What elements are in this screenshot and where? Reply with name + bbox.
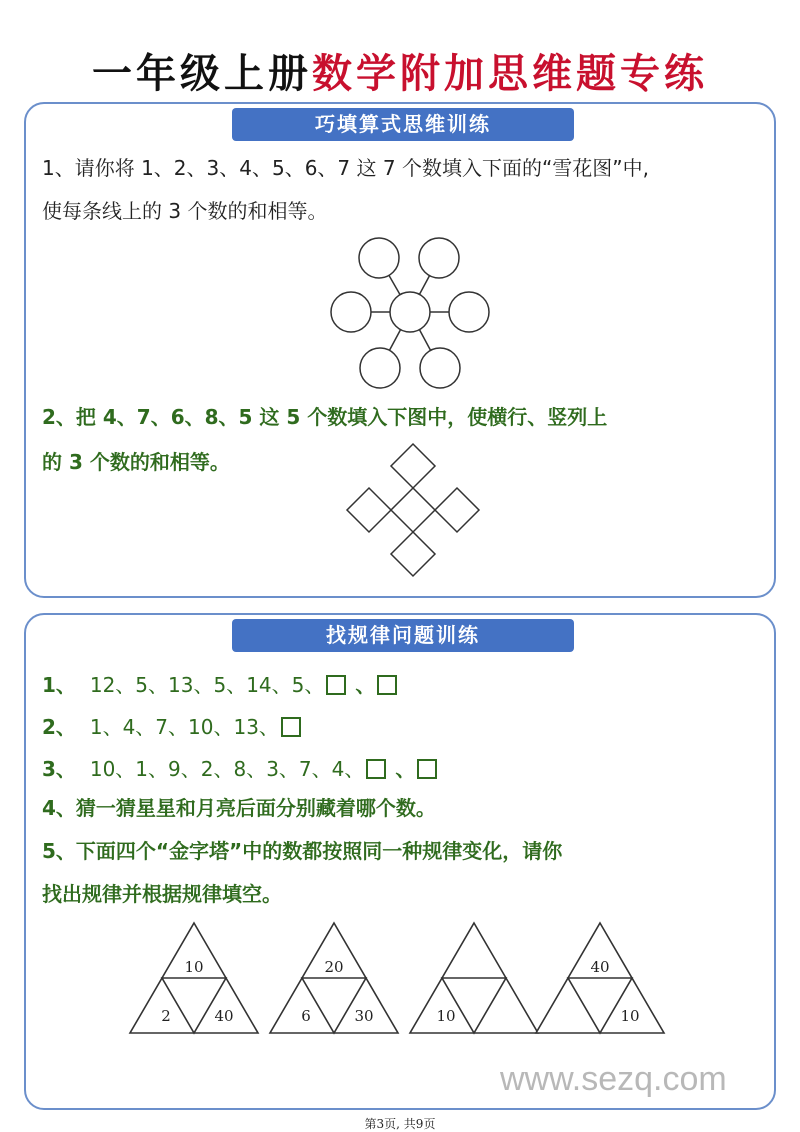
question-2-line-2: 的 3 个数的和相等。 bbox=[42, 450, 230, 474]
pyramid-left-number: 6 bbox=[301, 1007, 311, 1025]
pyramid-top-number: 40 bbox=[590, 958, 610, 976]
question-number: 3、 bbox=[42, 757, 76, 781]
question-number: 1、 bbox=[42, 673, 76, 697]
diamond-box-left[interactable] bbox=[347, 488, 391, 532]
pyramid-right-number: 30 bbox=[354, 1007, 374, 1025]
pattern-question-5-line-2: 找出规律并根据规律填空。 bbox=[42, 882, 282, 906]
sequence-text: 12、5、13、5、14、5、 bbox=[89, 673, 325, 697]
page-footer: 第3页, 共9页 bbox=[364, 1117, 436, 1131]
pyramid-top-number: 10 bbox=[184, 958, 204, 976]
snowflake-circle[interactable] bbox=[359, 238, 399, 278]
page-title bbox=[0, 42, 800, 99]
snowflake-circle[interactable] bbox=[420, 348, 460, 388]
pyramid-right-number: 10 bbox=[620, 1007, 640, 1025]
question-number: 2、 bbox=[42, 715, 76, 739]
snowflake-circle-center[interactable] bbox=[390, 292, 430, 332]
answer-box[interactable] bbox=[366, 759, 386, 779]
separator: 、 bbox=[395, 757, 416, 781]
pyramid-right-number: 40 bbox=[214, 1007, 234, 1025]
sequence-text: 1、4、7、10、13、 bbox=[89, 715, 279, 739]
snowflake-figure bbox=[328, 232, 494, 392]
question-1-line-1: 1、请你将 1、2、3、4、5、6、7 这 7 个数填入下面的“雪花图”中, bbox=[42, 156, 650, 180]
section-fill-equations bbox=[24, 102, 776, 598]
pyramid bbox=[536, 923, 664, 1033]
diamond-box-bottom[interactable] bbox=[391, 532, 435, 576]
pattern-question-3 bbox=[42, 754, 439, 784]
snowflake-circle[interactable] bbox=[331, 292, 371, 332]
pyramid bbox=[410, 923, 538, 1033]
watermark: www.sezq.com bbox=[500, 1060, 727, 1098]
snowflake-circle[interactable] bbox=[419, 238, 459, 278]
answer-box[interactable] bbox=[326, 675, 346, 695]
diamond-cross-figure bbox=[338, 442, 488, 592]
pyramid bbox=[270, 923, 398, 1033]
question-1-line-2: 使每条线上的 3 个数的和相等。 bbox=[42, 199, 328, 223]
snowflake-circle[interactable] bbox=[449, 292, 489, 332]
diamond-box-top[interactable] bbox=[391, 444, 435, 488]
title-part-grade: 一年级上册 bbox=[92, 50, 312, 97]
snowflake-circle[interactable] bbox=[360, 348, 400, 388]
pattern-question-5-line-1: 5、下面四个“金字塔”中的数都按照同一种规律变化，请你 bbox=[42, 839, 563, 863]
pyramids-figure bbox=[122, 915, 682, 1037]
answer-box[interactable] bbox=[281, 717, 301, 737]
answer-box[interactable] bbox=[377, 675, 397, 695]
pyramid-left-number: 10 bbox=[436, 1007, 456, 1025]
diamond-box-center[interactable] bbox=[391, 488, 435, 532]
sequence-text: 10、1、9、2、8、3、7、4、 bbox=[89, 757, 365, 781]
answer-box[interactable] bbox=[417, 759, 437, 779]
pattern-question-2 bbox=[42, 712, 303, 742]
diamond-box-right[interactable] bbox=[435, 488, 479, 532]
title-part-topic: 数学附加思维题专练 bbox=[312, 50, 708, 97]
pattern-question-1 bbox=[42, 670, 399, 700]
section-banner: 找规律问题训练 bbox=[232, 619, 574, 652]
pattern-question-4: 4、猜一猜星星和月亮后面分别藏着哪个数。 bbox=[42, 796, 436, 820]
section-banner: 巧填算式思维训练 bbox=[232, 108, 574, 141]
question-2-line-1: 2、把 4、7、6、8、5 这 5 个数填入下图中，使横行、竖列上 bbox=[42, 405, 608, 429]
pyramid-left-number: 2 bbox=[161, 1007, 171, 1025]
pyramid-top-number: 20 bbox=[324, 958, 344, 976]
separator: 、 bbox=[355, 673, 376, 697]
section-find-patterns bbox=[24, 613, 776, 1110]
pyramid bbox=[130, 923, 258, 1033]
